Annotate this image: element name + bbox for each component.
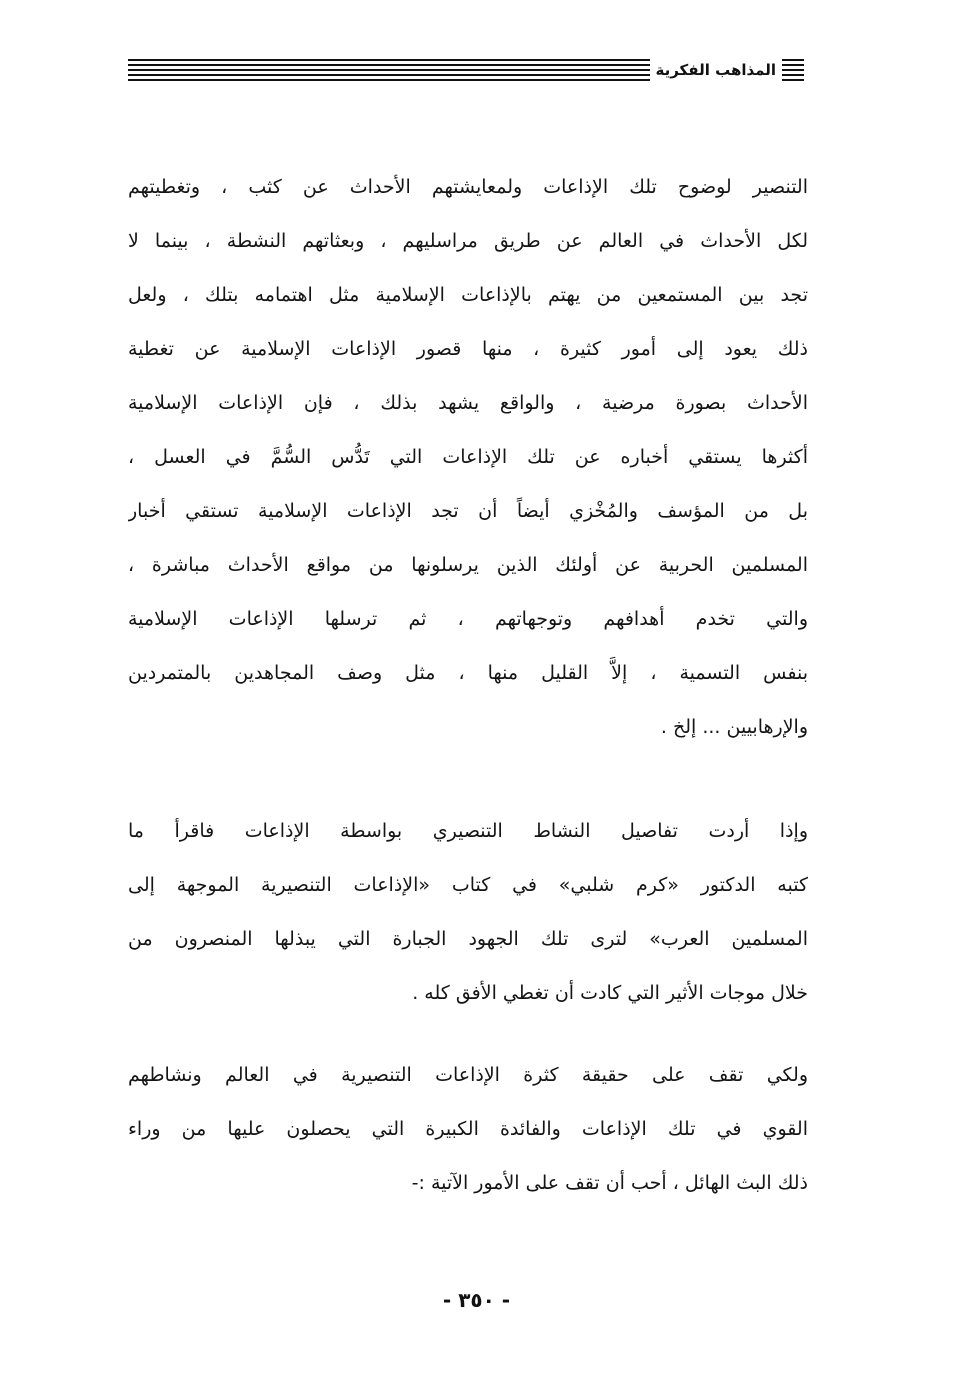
text-line: ذلك البث الهائل ، أحب أن تقف على الأمور الآتية :-: [411, 1172, 808, 1194]
text-line: ولكي تقف على حقيقة كثرة الإذاعات التنصيرية في العالم ونشاطهم: [128, 1064, 808, 1086]
text-line: الأحداث بصورة مرضية ، والواقع يشهد بذلك ، فإن الإذاعات الإسلامية: [128, 392, 808, 414]
paragraph-3: [128, 1048, 808, 1210]
text-line: التنصير لوضوح تلك الإذاعات ولمعايشتهم الأحداث عن كثب ، وتغطيتهم: [128, 176, 808, 198]
text-line: ذلك يعود إلى أمور كثيرة ، منها قصور الإذاعات الإسلامية عن تغطية: [128, 338, 808, 360]
running-header: [128, 56, 804, 84]
text-line: كتبه الدكتور «كرم شلبي» في كتاب «الإذاعات التنصيرية الموجهة إلى: [128, 874, 808, 896]
page-number: - ٣٥٠ -: [442, 1288, 511, 1312]
text-line: بل من المؤسف والمُخْزي أيضاً أن تجد الإذاعات الإسلامية تستقي أخبار: [128, 500, 808, 522]
text-line: والتي تخدم أهدافهم وتوجهاتهم ، ثم ترسلها الإذاعات الإسلامية: [128, 608, 808, 630]
text-line: والإرهابيين ... إلخ .: [660, 716, 808, 738]
paragraph-2: [128, 804, 808, 1020]
text-line: لكل الأحداث في العالم عن طريق مراسليهم ، وبعثاتهم النشطة ، بينما لا: [128, 230, 808, 252]
running-header-title: المذاهب الفكرية: [655, 61, 776, 79]
text-line: المسلمين العرب» لترى تلك الجهود الجبارة التي يبذلها المنصرون من: [128, 928, 808, 950]
header-rule-lines: [128, 59, 650, 81]
text-line: تجد بين المستمعين من يهتم بالإذاعات الإسلامية مثل اهتمامه بتلك ، ولعل: [128, 284, 808, 306]
text-line: بنفس التسمية ، إلاَّ القليل منها ، مثل وصف المجاهدين بالمتمردين: [128, 662, 808, 684]
text-line: خلال موجات الأثير التي كادت أن تغطي الأفق كله .: [412, 982, 808, 1004]
paragraph-1: [128, 160, 808, 754]
text-line: القوي في تلك الإذاعات والفائدة الكبيرة التي يحصلون عليها من وراء: [128, 1118, 808, 1140]
header-ornament-icon: [782, 59, 804, 81]
text-line: أكثرها يستقي أخباره عن تلك الإذاعات التي تَدُّس السُّمَّ في العسل ،: [128, 446, 808, 468]
text-line: وإذا أردت تفاصيل النشاط التنصيري بواسطة الإذاعات فاقرأ ما: [128, 820, 808, 842]
text-line: المسلمين الحربية عن أولئك الذين يرسلونها من مواقع الأحداث مباشرة ،: [128, 554, 808, 576]
